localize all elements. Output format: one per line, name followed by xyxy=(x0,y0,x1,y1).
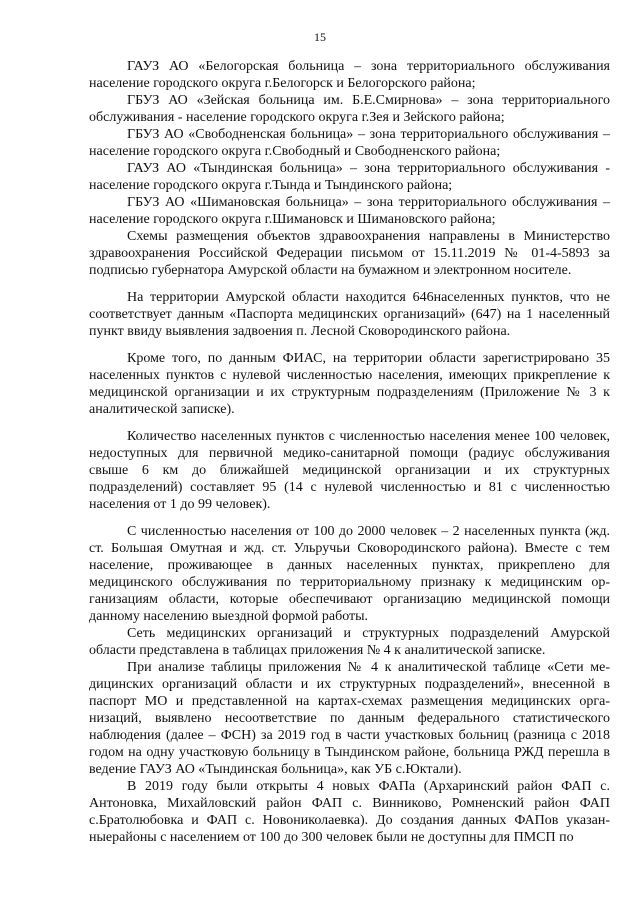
document-body xyxy=(89,58,610,846)
paragraph-shimanovsk: ГБУЗ АО «Шимановская больница» – зона территориального обслуживания – население городского округа г.Шимановск и Шимановского района; xyxy=(89,195,610,227)
paragraph-belogorsk: ГАУЗ АО «Белогорская больница – зона территориального обслуживания население городского округа г.Белогорск и Белогорского района; xyxy=(89,59,610,91)
paragraph-under-100: Количество населенных пунктов с численностью населения менее 100 человек, недоступных для первичной медико-санитарной помощи (радиус обслуживания свыше 6 км до ближайшей медицинской организации и их структурных подразделений) составляет 95 (14 с нулевой численностью и 81 с численностью населения от 1 до 99 человек). xyxy=(89,429,610,512)
paragraph-new-faps: В 2019 году были открыты 4 новых ФАПа (Архаринский район ФАП с. Антоновка, Михайловский район ФАП с. Винниково, Ромненский район ФАП с.Братолюбовка и ФАП с. Новониколаевка). До создания данных ФАПов указанныерайоны с населением от 100 до 300 человек были не доступны для ПМСП по xyxy=(89,779,610,845)
paragraph-fias: Кроме того, по данным ФИАС, на территории области зарегистрировано 35 населенных пунктов с нулевой численностью населения, имеющих прикрепление к медицинской организации и их структурным подразделениям (Приложение № 3 к аналитической записке). xyxy=(89,351,610,417)
paragraph-svobodny: ГБУЗ АО «Свободненская больница» – зона территориального обслуживания – население городского округа г.Свободный и Свободненского района; xyxy=(89,127,610,159)
page-number: 15 xyxy=(314,30,326,44)
paragraph-analysis: При анализе таблицы приложения № 4 к аналитической таблице «Сети медицинских организаций области и их структурных подразделений», внесенной в паспорт МО и представленной на картах-схемах размещения медицинских организаций, выявлено несоответствие по данным федерального статистического наблюдения (далее – ФСН) за 2019 год в части участковых больниц (разница с 2018 годом на одну участковую больницу в Тындинском районе, больница РЖД перешла в ведение ГАУЗ АО «Тындинская больница», как УБ с.Юктали). xyxy=(89,660,610,777)
paragraph-zeya: ГБУЗ АО «Зейская больница им. Б.Е.Смирнова» – зона территориального обслуживания - население городского округа г.Зея и Зейского района; xyxy=(89,93,610,125)
paragraph-tynda: ГАУЗ АО «Тындинская больница» – зона территориального обслуживания - население городского округа г.Тында и Тындинского района; xyxy=(89,161,610,193)
paragraph-network: Сеть медицинских организаций и структурных подразделений Амурской области представлена в таблицах приложения № 4 к аналитической записке. xyxy=(89,626,610,658)
paragraph-schemes: Схемы размещения объектов здравоохранения направлены в Министерство здравоохранения Российской Федерации письмом от 15.11.2019 № 01-4-5893 за подписью губернатора Амурской области на бумажном и электронном носителе. xyxy=(89,229,610,278)
paragraph-settlements-count: На территории Амурской области находится 646населенных пунктов, что не соответствует данным «Паспорта медицинских организаций» (647) на 1 населенный пункт ввиду выявления задвоения п. Лесной Сковородинского района. xyxy=(89,290,610,339)
paragraph-100-2000: С численностью населения от 100 до 2000 человек – 2 населенных пункта (жд. ст. Большая Омутная и жд. ст. Ульручьи Сковородинского района). Вместе с тем население, проживающее в данных населенных пунктах, прикреплено для медицинского обслуживания по территориальному признаку к медицинским организациям области, которые обеспечивают организацию медицинской помощи данному населению выездной формой работы. xyxy=(89,524,610,624)
